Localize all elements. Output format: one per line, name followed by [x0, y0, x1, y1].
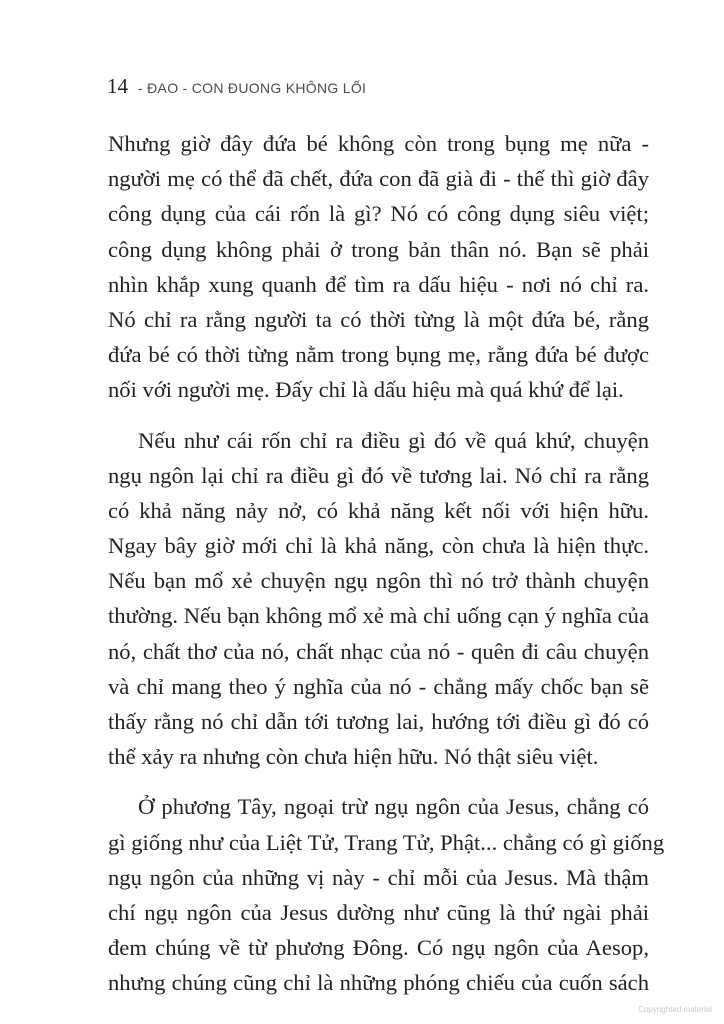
paragraph-2 [108, 423, 649, 775]
text-line: Ngay bây giờ mới chỉ là khả năng, còn chưa là hiện thực. [108, 533, 649, 559]
text-line: Ở phương Tây, ngoại trừ ngụ ngôn của Jesus, chẳng có [138, 794, 649, 820]
text-line: Nếu như cái rốn chỉ ra điều gì đó về quá khứ, chuyện [138, 427, 649, 453]
text-line: nhưng chúng cũng chỉ là những phóng chiếu của cuốn sách [108, 970, 649, 996]
text-line: thường. Nếu bạn không mổ xẻ mà chỉ uống cạn ý nghĩa của [108, 603, 649, 629]
text-line: nối với người mẹ. Đấy chỉ là dấu hiệu mà quá khứ để lại. [108, 377, 624, 403]
text-line: ngụ ngôn của những vị này - chỉ mỗi của Jesus. Mà thậm [108, 864, 649, 890]
text-line: gì giống như của Liệt Tử, Trang Tử, Phật... chẳng có gì giống [108, 829, 665, 855]
text-line: nhìn khắp xung quanh để tìm ra dấu hiệu - nơi nó chỉ ra. [108, 271, 649, 297]
copyright-watermark: Copyrighted material [638, 1005, 712, 1014]
text-line: thấy rằng nó chỉ dẫn tới tương lai, hướng tới điều gì đó có [108, 709, 649, 734]
text-line: người mẹ có thể đã chết, đứa con đã già đi - thế thì giờ đây [108, 166, 649, 192]
page-number: 14 [107, 74, 128, 98]
text-line: và chỉ mang theo ý nghĩa của nó - chẳng mấy chốc bạn sẽ [108, 673, 649, 699]
text-line: có khả năng nảy nở, có khả năng kết nối với hiện hữu. [108, 497, 649, 523]
text-line: thể xảy ra nhưng còn chưa hiện hữu. Nó thật siêu việt. [108, 744, 599, 770]
running-title: - ĐAO - CON ĐUONG KHÔNG LỐI [138, 80, 367, 96]
text-line: đem chúng về từ phương Đông. Có ngụ ngôn của Aesop, [108, 935, 649, 961]
text-line: đứa bé có thời từng nằm trong bụng mẹ, rằng đứa bé được [108, 342, 649, 368]
text-line: công dụng của cái rốn là gì? Nó có công dụng siêu việt; [108, 201, 649, 227]
text-line: ngụ ngôn lại chỉ ra điều gì đó về tương lai. Nó chỉ ra rằng [108, 462, 649, 488]
text-line: nó, chất thơ của nó, chất nhạc của nó - quên đi câu chuyện [108, 638, 649, 664]
paragraph-3 [108, 789, 665, 1000]
text-line: Nếu bạn mổ xẻ chuyện ngụ ngôn thì nó trở thành chuyện [108, 568, 649, 594]
running-header [107, 74, 366, 99]
paragraph-1 [108, 126, 649, 408]
text-line: Nhưng giờ đây đứa bé không còn trong bụng mẹ nữa - [108, 131, 649, 156]
text-line: chí ngụ ngôn của Jesus dường như cũng là thứ ngài phải [108, 899, 649, 925]
text-line: công dụng không phải ở trong bản thân nó. Bạn sẽ phải [108, 236, 649, 262]
text-line: Nó chỉ ra rằng người ta có thời từng là một đứa bé, rằng [108, 306, 649, 332]
body-text [108, 126, 665, 1016]
